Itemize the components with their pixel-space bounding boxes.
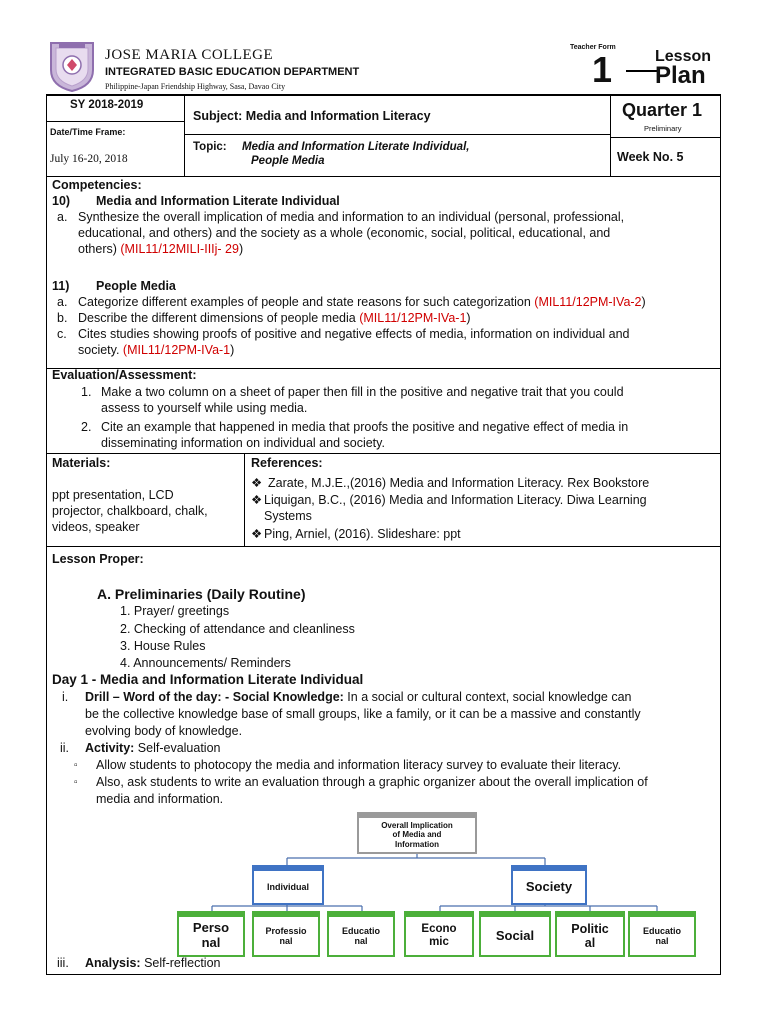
analysis-label: Analysis: (85, 956, 141, 970)
organizer-personal-node (177, 911, 245, 957)
text: Describe the different dimensions of people media (78, 311, 360, 325)
competency-code: (MIL11/12PM-IVa-1 (122, 343, 231, 357)
plan-label: Plan (655, 62, 706, 89)
node-text: mic (429, 936, 449, 948)
competencies-heading: Competencies: (52, 178, 142, 192)
activity-bullet-2-line2: media and information. (96, 792, 224, 806)
node-text: Econo (421, 922, 457, 935)
quarter: Quarter 1 (622, 100, 703, 120)
node-text: nal (201, 935, 221, 950)
lesson-proper-heading: Lesson Proper: (52, 552, 144, 566)
square-bullet-icon: ▫ (74, 777, 78, 788)
node-text: Educatio (341, 925, 380, 936)
routine-item-4: 4. Announcements/ Reminders (120, 656, 291, 670)
evaluation-item-2-line1: Cite an example that happened in media that proofs the positive and negative effect of media in (101, 420, 629, 434)
materials-line2: projector, chalkboard, chalk, (52, 504, 208, 518)
competency-10-number: 10) (52, 194, 71, 208)
competency-code: (MIL11/12PM-IVa-2 (534, 295, 642, 309)
evaluation-item-1-line2: assess to yourself while using media. (101, 401, 308, 415)
node-text: nal (655, 936, 669, 946)
roman-numeral: i. (62, 690, 69, 704)
node-text: Educatio (642, 925, 681, 936)
item-number: 1. (81, 385, 92, 399)
topic-line1: Media and Information Literate Individual, (242, 141, 470, 153)
item-label: a. (57, 295, 68, 309)
topic-label: Topic: (193, 141, 227, 153)
text: In a social or cultural context, social knowledge can (343, 690, 632, 704)
bullet-icon: ❖ (251, 476, 263, 490)
item-number: 2. (81, 420, 92, 434)
node-text: al (584, 936, 596, 950)
analysis-line (85, 956, 221, 972)
preliminary-label: Preliminary (644, 124, 682, 133)
evaluation-heading: Evaluation/Assessment: (52, 368, 197, 382)
square-bullet-icon: ▫ (74, 760, 78, 771)
drill-label: Drill – Word of the day: - Social Knowledge: (85, 690, 344, 704)
evaluation-item-2-line2: disseminating information on individual and society. (101, 436, 385, 450)
organizer-social-node: Social (479, 911, 551, 957)
evaluation-item-1-line1: Make a two column on a sheet of paper then fill in the positive and negative trait that you could (101, 385, 624, 399)
materials-heading: Materials: (52, 456, 111, 470)
organizer-individual-node: Individual (252, 865, 324, 905)
roman-numeral: iii. (57, 956, 69, 970)
text: Self-reflection (140, 956, 221, 970)
date-value: July 16-20, 2018 (50, 153, 128, 165)
routine-item-1: 1. Prayer/ greetings (120, 604, 230, 618)
competency-code: (MIL11/12PM-IVa-1 (359, 311, 467, 325)
text: Categorize different examples of people and state reasons for such categorization (78, 295, 535, 309)
text: others) (78, 242, 121, 256)
reference-3: Ping, Arniel, (2016). Slideshare: ppt (264, 527, 461, 541)
competency-11-number: 11) (52, 279, 70, 293)
item-label: b. (57, 311, 68, 325)
organizer-root-node (357, 812, 477, 854)
reference-2-line1: Liquigan, B.C., (2016) Media and Information Literacy. Diwa Learning (264, 493, 647, 507)
teacher-form-label: Teacher Form (570, 44, 616, 51)
preliminaries-title: A. Preliminaries (Daily Routine) (97, 586, 306, 602)
week-number: Week No. 5 (617, 150, 684, 164)
text: ) (466, 311, 471, 325)
lesson-label: Lesson (655, 48, 712, 65)
date-label: Date/Time Frame: (50, 127, 126, 137)
competency-10a-line1: Synthesize the overall implication of media and information to an individual (personal, professional, (78, 210, 625, 224)
competency-10-title: Media and Information Literate Individual (96, 194, 340, 208)
organizer-society-node: Society (511, 865, 587, 905)
item-label: c. (57, 327, 67, 341)
text: ) (238, 242, 244, 256)
materials-line1: ppt presentation, LCD (52, 488, 174, 502)
school-year: SY 2018-2019 (70, 99, 144, 111)
node-text: nal (279, 936, 293, 946)
node-text: Politic (571, 921, 609, 936)
routine-item-2: 2. Checking of attendance and cleanliness (120, 622, 355, 636)
references-heading: References: (251, 456, 323, 470)
day-1-title: Day 1 - Media and Information Literate Individual (52, 672, 364, 687)
node-text: Overall Implication (381, 821, 453, 831)
competency-code: (MIL11/12MILI-IIIj- 29 (120, 242, 239, 256)
drill-line2: be the collective knowledge base of small groups, like a family, or it can be a massive and constantly (85, 707, 641, 721)
organizer-educational-node-2 (628, 911, 696, 957)
subject: Subject: Media and Information Literacy (193, 109, 431, 123)
materials-line3: videos, speaker (52, 520, 140, 534)
text: Self-evaluation (134, 741, 221, 755)
reference-2-line2: Systems (264, 509, 312, 523)
activity-bullet-2-line1: Also, ask students to write an evaluation through a graphic organizer about the overall implication of (96, 775, 648, 789)
organizer-political-node (555, 911, 625, 957)
competency-10a-line2: educational, and others) and the society as a whole (economic, social, political, educational, and (78, 226, 611, 240)
node-text: Perso (192, 920, 230, 936)
node-text: Professio (265, 925, 307, 936)
drill-line3: evolving body of knowledge. (85, 724, 243, 738)
organizer-educational-node (327, 911, 395, 957)
reference-1: Zarate, M.J.E.,(2016) Media and Information Literacy. Rex Bookstore (268, 476, 650, 490)
bullet-icon: ❖ (251, 527, 263, 541)
text: society. (78, 343, 123, 357)
node-text: of Media and (392, 830, 442, 840)
organizer-professional-node (252, 911, 320, 957)
form-number: 1 (592, 49, 613, 90)
text: ) (641, 295, 646, 309)
bullet-icon: ❖ (251, 493, 263, 507)
routine-item-3: 3. House Rules (120, 639, 206, 653)
topic-line2: People Media (251, 155, 325, 167)
college-name: JOSE MARIA COLLEGE (105, 47, 274, 63)
roman-numeral: ii. (60, 741, 70, 755)
node-text: Information (394, 839, 439, 849)
text: ) (230, 343, 235, 357)
item-label: a. (57, 210, 68, 224)
node-text: nal (354, 936, 368, 946)
organizer-economic-node (404, 911, 474, 957)
competency-11c-line1: Cites studies showing proofs of positive and negative effects of media, information on individual and (78, 327, 630, 341)
competency-11-title: People Media (96, 279, 176, 293)
activity-bullet-1: Allow students to photocopy the media and information literacy survey to evaluate their literacy. (96, 758, 622, 772)
department-name: INTEGRATED BASIC EDUCATION DEPARTMENT (105, 66, 360, 78)
activity-label: Activity: (85, 741, 135, 755)
school-address: Philippine-Japan Friendship Highway, Sasa, Davao City (105, 82, 286, 91)
